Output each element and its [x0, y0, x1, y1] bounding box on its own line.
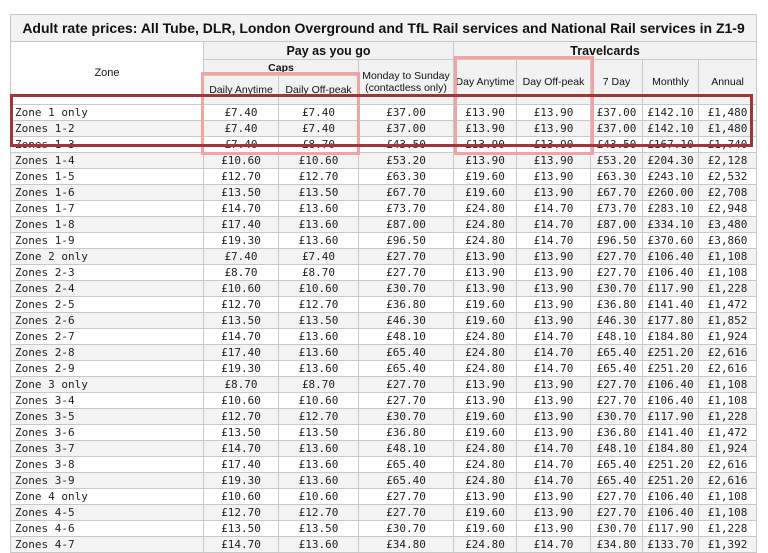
monthly-cell: £117.90	[643, 409, 699, 425]
annual-cell: £1,480	[699, 105, 757, 121]
monthly-cell: £106.40	[643, 249, 699, 265]
table-row	[11, 409, 757, 425]
seven-day-cell: £36.80	[591, 297, 643, 313]
zone-cell: Zone 2 only	[11, 249, 204, 265]
monthly-cell: £142.10	[643, 105, 699, 121]
seven-day-cell: £65.40	[591, 473, 643, 489]
annual-cell: £3,860	[699, 233, 757, 249]
table-title: Adult rate prices: All Tube, DLR, London Overground and TfL Rail services and National Rail services in Z1-9	[11, 15, 757, 42]
seven-day-cell: £65.40	[591, 361, 643, 377]
table-row	[11, 137, 757, 153]
mon-sun-cell: £37.00	[359, 105, 454, 121]
monthly-cell: £283.10	[643, 201, 699, 217]
table-row	[11, 249, 757, 265]
daily-offpeak-cell: £7.40	[279, 121, 359, 137]
zone-column-header: Zone	[11, 42, 204, 105]
caps-subheader: Caps	[204, 60, 359, 76]
mon-sun-cell: £46.30	[359, 313, 454, 329]
daily-offpeak-cell: £13.60	[279, 217, 359, 233]
annual-cell: £2,948	[699, 201, 757, 217]
table-row	[11, 265, 757, 281]
day-anytime-cell: £24.80	[454, 345, 517, 361]
annual-cell: £1,228	[699, 521, 757, 537]
monthly-cell: £251.20	[643, 457, 699, 473]
seven-day-cell: £27.70	[591, 249, 643, 265]
annual-cell: £1,472	[699, 425, 757, 441]
table-row	[11, 505, 757, 521]
table-row	[11, 345, 757, 361]
daily-offpeak-cell: £7.40	[279, 249, 359, 265]
daily-anytime-cell: £19.30	[204, 473, 279, 489]
daily-offpeak-cell: £13.60	[279, 201, 359, 217]
table-row	[11, 377, 757, 393]
day-offpeak-cell: £14.70	[517, 217, 591, 233]
daily-offpeak-cell: £10.60	[279, 489, 359, 505]
zone-cell: Zones 2-3	[11, 265, 204, 281]
seven-day-cell: £27.70	[591, 505, 643, 521]
daily-anytime-cell: £17.40	[204, 345, 279, 361]
daily-anytime-cell: £14.70	[204, 201, 279, 217]
daily-offpeak-cell: £7.40	[279, 105, 359, 121]
daily-anytime-cell: £13.50	[204, 313, 279, 329]
day-offpeak-cell: £14.70	[517, 345, 591, 361]
travelcards-group-header: Travelcards	[454, 42, 757, 60]
day-anytime-cell: £24.80	[454, 329, 517, 345]
daily-offpeak-cell: £13.50	[279, 313, 359, 329]
daily-offpeak-cell: £8.70	[279, 137, 359, 153]
daily-anytime-cell: £12.70	[204, 505, 279, 521]
monthly-cell: £177.80	[643, 313, 699, 329]
seven-day-cell: £27.70	[591, 265, 643, 281]
table-row	[11, 329, 757, 345]
seven-day-cell: £87.00	[591, 217, 643, 233]
mon-sun-column-header: Monday to Sunday (contactless only)	[359, 60, 454, 105]
day-anytime-cell: £19.60	[454, 313, 517, 329]
fare-table	[10, 14, 757, 553]
annual-cell: £1,108	[699, 505, 757, 521]
seven-day-cell: £27.70	[591, 393, 643, 409]
day-anytime-cell: £24.80	[454, 537, 517, 553]
day-anytime-cell: £19.60	[454, 505, 517, 521]
annual-cell: £1,108	[699, 393, 757, 409]
daily-anytime-cell: £19.30	[204, 233, 279, 249]
day-offpeak-cell: £13.90	[517, 297, 591, 313]
daily-anytime-column-header: Daily Anytime	[204, 76, 279, 105]
day-anytime-cell: £13.90	[454, 393, 517, 409]
monthly-cell: £142.10	[643, 121, 699, 137]
table-row	[11, 521, 757, 537]
annual-cell: £2,708	[699, 185, 757, 201]
day-anytime-cell: £24.80	[454, 217, 517, 233]
zone-cell: Zones 1-3	[11, 137, 204, 153]
monthly-cell: £133.70	[643, 537, 699, 553]
day-offpeak-cell: £13.90	[517, 153, 591, 169]
monthly-cell: £370.60	[643, 233, 699, 249]
seven-day-cell: £36.80	[591, 425, 643, 441]
table-row	[11, 233, 757, 249]
annual-cell: £3,480	[699, 217, 757, 233]
mon-sun-cell: £48.10	[359, 329, 454, 345]
day-offpeak-cell: £14.70	[517, 441, 591, 457]
zone-cell: Zones 1-7	[11, 201, 204, 217]
day-anytime-cell: £24.80	[454, 441, 517, 457]
seven-day-cell: £30.70	[591, 521, 643, 537]
day-offpeak-cell: £13.90	[517, 105, 591, 121]
annual-cell: £1,392	[699, 537, 757, 553]
zone-cell: Zones 2-7	[11, 329, 204, 345]
daily-offpeak-cell: £12.70	[279, 409, 359, 425]
daily-anytime-cell: £13.50	[204, 521, 279, 537]
daily-anytime-cell: £12.70	[204, 169, 279, 185]
seven-day-cell: £63.30	[591, 169, 643, 185]
seven-day-cell: £43.50	[591, 137, 643, 153]
daily-anytime-cell: £17.40	[204, 457, 279, 473]
seven-day-cell: £53.20	[591, 153, 643, 169]
annual-column-header: Annual	[699, 60, 757, 105]
daily-offpeak-cell: £13.60	[279, 329, 359, 345]
annual-cell: £1,924	[699, 329, 757, 345]
monthly-cell: £141.40	[643, 297, 699, 313]
daily-anytime-cell: £14.70	[204, 329, 279, 345]
day-offpeak-cell: £13.90	[517, 425, 591, 441]
table-row	[11, 393, 757, 409]
day-anytime-cell: £19.60	[454, 409, 517, 425]
day-offpeak-cell: £13.90	[517, 521, 591, 537]
annual-cell: £2,532	[699, 169, 757, 185]
table-row	[11, 297, 757, 313]
table-header	[11, 15, 757, 105]
mon-sun-cell: £53.20	[359, 153, 454, 169]
day-offpeak-cell: £14.70	[517, 233, 591, 249]
monthly-cell: £204.30	[643, 153, 699, 169]
day-offpeak-cell: £13.90	[517, 377, 591, 393]
seven-day-cell: £48.10	[591, 329, 643, 345]
mon-sun-cell: £65.40	[359, 361, 454, 377]
day-offpeak-cell: £13.90	[517, 489, 591, 505]
day-anytime-cell: £13.90	[454, 153, 517, 169]
annual-cell: £2,128	[699, 153, 757, 169]
mon-sun-cell: £65.40	[359, 473, 454, 489]
monthly-cell: £184.80	[643, 441, 699, 457]
day-anytime-cell: £19.60	[454, 169, 517, 185]
table-row	[11, 537, 757, 553]
mon-sun-cell: £27.70	[359, 377, 454, 393]
daily-offpeak-cell: £13.60	[279, 457, 359, 473]
monthly-cell: £184.80	[643, 329, 699, 345]
day-offpeak-cell: £13.90	[517, 313, 591, 329]
daily-anytime-cell: £10.60	[204, 393, 279, 409]
day-offpeak-cell: £14.70	[517, 201, 591, 217]
monthly-cell: £167.10	[643, 137, 699, 153]
daily-anytime-cell: £8.70	[204, 265, 279, 281]
zone-cell: Zones 4-5	[11, 505, 204, 521]
annual-cell: £2,616	[699, 361, 757, 377]
daily-offpeak-cell: £13.50	[279, 185, 359, 201]
daily-anytime-cell: £7.40	[204, 249, 279, 265]
zone-cell: Zones 3-9	[11, 473, 204, 489]
table-row	[11, 105, 757, 121]
annual-cell: £1,480	[699, 121, 757, 137]
table-row	[11, 457, 757, 473]
table-row	[11, 425, 757, 441]
annual-cell: £1,852	[699, 313, 757, 329]
daily-offpeak-cell: £13.60	[279, 441, 359, 457]
day-anytime-cell: £13.90	[454, 377, 517, 393]
payg-group-header: Pay as you go	[204, 42, 454, 60]
daily-anytime-cell: £13.50	[204, 185, 279, 201]
table-row	[11, 281, 757, 297]
daily-anytime-cell: £8.70	[204, 377, 279, 393]
table-row	[11, 121, 757, 137]
day-anytime-cell: £24.80	[454, 201, 517, 217]
daily-offpeak-cell: £13.60	[279, 473, 359, 489]
seven-day-cell: £30.70	[591, 281, 643, 297]
annual-cell: £1,740	[699, 137, 757, 153]
monthly-cell: £106.40	[643, 265, 699, 281]
day-offpeak-cell: £13.90	[517, 185, 591, 201]
zone-cell: Zones 2-6	[11, 313, 204, 329]
day-anytime-cell: £13.90	[454, 265, 517, 281]
day-offpeak-cell: £13.90	[517, 265, 591, 281]
daily-offpeak-cell: £12.70	[279, 505, 359, 521]
zone-cell: Zones 2-5	[11, 297, 204, 313]
daily-offpeak-cell: £8.70	[279, 265, 359, 281]
monthly-cell: £106.40	[643, 393, 699, 409]
daily-offpeak-cell: £13.60	[279, 345, 359, 361]
zone-cell: Zones 4-7	[11, 537, 204, 553]
mon-sun-cell: £48.10	[359, 441, 454, 457]
zone-cell: Zones 3-7	[11, 441, 204, 457]
mon-sun-cell: £67.70	[359, 185, 454, 201]
day-anytime-column-header: Day Anytime	[454, 60, 517, 105]
mon-sun-cell: £43.50	[359, 137, 454, 153]
table-row	[11, 217, 757, 233]
day-anytime-cell: £24.80	[454, 233, 517, 249]
daily-offpeak-cell: £10.60	[279, 281, 359, 297]
table-row	[11, 313, 757, 329]
zone-cell: Zones 1-4	[11, 153, 204, 169]
daily-offpeak-cell: £12.70	[279, 169, 359, 185]
table-row	[11, 441, 757, 457]
daily-anytime-cell: £12.70	[204, 409, 279, 425]
annual-cell: £1,924	[699, 441, 757, 457]
monthly-cell: £251.20	[643, 473, 699, 489]
seven-day-cell: £96.50	[591, 233, 643, 249]
daily-offpeak-cell: £8.70	[279, 377, 359, 393]
day-offpeak-cell: £14.70	[517, 361, 591, 377]
day-anytime-cell: £19.60	[454, 297, 517, 313]
daily-offpeak-cell: £10.60	[279, 393, 359, 409]
monthly-cell: £251.20	[643, 361, 699, 377]
day-anytime-cell: £19.60	[454, 521, 517, 537]
zone-cell: Zones 3-6	[11, 425, 204, 441]
annual-cell: £2,616	[699, 345, 757, 361]
fare-table-container	[10, 14, 756, 553]
annual-cell: £1,108	[699, 377, 757, 393]
annual-cell: £1,228	[699, 409, 757, 425]
monthly-column-header: Monthly	[643, 60, 699, 105]
day-offpeak-cell: £14.70	[517, 537, 591, 553]
daily-offpeak-cell: £13.60	[279, 537, 359, 553]
zone-cell: Zones 4-6	[11, 521, 204, 537]
zone-cell: Zones 1-8	[11, 217, 204, 233]
table-row	[11, 153, 757, 169]
daily-anytime-cell: £10.60	[204, 281, 279, 297]
daily-anytime-cell: £12.70	[204, 297, 279, 313]
zone-cell: Zones 2-9	[11, 361, 204, 377]
daily-offpeak-cell: £13.60	[279, 233, 359, 249]
zone-cell: Zones 2-8	[11, 345, 204, 361]
day-offpeak-cell: £13.90	[517, 121, 591, 137]
zone-cell: Zone 3 only	[11, 377, 204, 393]
mon-sun-cell: £27.70	[359, 489, 454, 505]
mon-sun-cell: £36.80	[359, 297, 454, 313]
zone-cell: Zones 1-6	[11, 185, 204, 201]
monthly-cell: £334.10	[643, 217, 699, 233]
table-row	[11, 201, 757, 217]
seven-day-cell: £48.10	[591, 441, 643, 457]
day-offpeak-cell: £13.90	[517, 137, 591, 153]
day-offpeak-cell: £13.90	[517, 505, 591, 521]
day-anytime-cell: £13.90	[454, 137, 517, 153]
table-row	[11, 473, 757, 489]
monthly-cell: £260.00	[643, 185, 699, 201]
day-anytime-cell: £19.60	[454, 185, 517, 201]
mon-sun-cell: £27.70	[359, 249, 454, 265]
day-offpeak-cell: £14.70	[517, 457, 591, 473]
table-row	[11, 185, 757, 201]
annual-cell: £1,108	[699, 249, 757, 265]
monthly-cell: £106.40	[643, 505, 699, 521]
day-anytime-cell: £13.90	[454, 249, 517, 265]
annual-cell: £1,228	[699, 281, 757, 297]
day-anytime-cell: £24.80	[454, 457, 517, 473]
seven-day-cell: £27.70	[591, 489, 643, 505]
seven-day-cell: £30.70	[591, 409, 643, 425]
daily-anytime-cell: £13.50	[204, 425, 279, 441]
day-offpeak-cell: £14.70	[517, 329, 591, 345]
daily-anytime-cell: £7.40	[204, 121, 279, 137]
day-anytime-cell: £13.90	[454, 281, 517, 297]
daily-offpeak-column-header: Daily Off-peak	[279, 76, 359, 105]
annual-cell: £1,472	[699, 297, 757, 313]
day-offpeak-cell: £13.90	[517, 169, 591, 185]
daily-anytime-cell: £14.70	[204, 441, 279, 457]
daily-offpeak-cell: £13.50	[279, 425, 359, 441]
day-anytime-cell: £13.90	[454, 489, 517, 505]
mon-sun-cell: £87.00	[359, 217, 454, 233]
zone-cell: Zones 3-5	[11, 409, 204, 425]
monthly-cell: £106.40	[643, 377, 699, 393]
table-row	[11, 361, 757, 377]
seven-day-cell: £65.40	[591, 345, 643, 361]
day-offpeak-cell: £13.90	[517, 281, 591, 297]
monthly-cell: £117.90	[643, 281, 699, 297]
monthly-cell: £117.90	[643, 521, 699, 537]
daily-anytime-cell: £17.40	[204, 217, 279, 233]
seven-day-column-header: 7 Day	[591, 60, 643, 105]
monthly-cell: £243.10	[643, 169, 699, 185]
monthly-cell: £251.20	[643, 345, 699, 361]
day-offpeak-column-header: Day Off-peak	[517, 60, 591, 105]
zone-cell: Zones 3-4	[11, 393, 204, 409]
mon-sun-cell: £27.70	[359, 265, 454, 281]
zone-cell: Zones 2-4	[11, 281, 204, 297]
zone-cell: Zones 1-9	[11, 233, 204, 249]
mon-sun-cell: £36.80	[359, 425, 454, 441]
daily-offpeak-cell: £13.60	[279, 361, 359, 377]
mon-sun-cell: £34.80	[359, 537, 454, 553]
annual-cell: £1,108	[699, 489, 757, 505]
annual-cell: £1,108	[699, 265, 757, 281]
seven-day-cell: £73.70	[591, 201, 643, 217]
mon-sun-cell: £37.00	[359, 121, 454, 137]
mon-sun-cell: £65.40	[359, 345, 454, 361]
seven-day-cell: £27.70	[591, 377, 643, 393]
zone-cell: Zone 4 only	[11, 489, 204, 505]
seven-day-cell: £46.30	[591, 313, 643, 329]
mon-sun-cell: £63.30	[359, 169, 454, 185]
table-row	[11, 489, 757, 505]
table-row	[11, 169, 757, 185]
zone-cell: Zones 3-8	[11, 457, 204, 473]
monthly-cell: £106.40	[643, 489, 699, 505]
daily-anytime-cell: £7.40	[204, 105, 279, 121]
day-anytime-cell: £24.80	[454, 473, 517, 489]
annual-cell: £2,616	[699, 473, 757, 489]
zone-cell: Zones 1-2	[11, 121, 204, 137]
daily-anytime-cell: £10.60	[204, 153, 279, 169]
mon-sun-cell: £30.70	[359, 521, 454, 537]
day-anytime-cell: £13.90	[454, 105, 517, 121]
seven-day-cell: £37.00	[591, 121, 643, 137]
seven-day-cell: £65.40	[591, 457, 643, 473]
day-offpeak-cell: £13.90	[517, 409, 591, 425]
mon-sun-cell: £30.70	[359, 281, 454, 297]
seven-day-cell: £67.70	[591, 185, 643, 201]
daily-offpeak-cell: £12.70	[279, 297, 359, 313]
daily-offpeak-cell: £10.60	[279, 153, 359, 169]
daily-anytime-cell: £14.70	[204, 537, 279, 553]
mon-sun-cell: £65.40	[359, 457, 454, 473]
mon-sun-cell: £30.70	[359, 409, 454, 425]
daily-anytime-cell: £7.40	[204, 137, 279, 153]
daily-anytime-cell: £10.60	[204, 489, 279, 505]
seven-day-cell: £37.00	[591, 105, 643, 121]
day-anytime-cell: £19.60	[454, 425, 517, 441]
day-offpeak-cell: £14.70	[517, 473, 591, 489]
annual-cell: £2,616	[699, 457, 757, 473]
day-anytime-cell: £13.90	[454, 121, 517, 137]
table-body	[11, 105, 757, 553]
mon-sun-cell: £73.70	[359, 201, 454, 217]
daily-offpeak-cell: £13.50	[279, 521, 359, 537]
seven-day-cell: £34.80	[591, 537, 643, 553]
day-offpeak-cell: £13.90	[517, 249, 591, 265]
day-anytime-cell: £24.80	[454, 361, 517, 377]
daily-anytime-cell: £19.30	[204, 361, 279, 377]
mon-sun-cell: £96.50	[359, 233, 454, 249]
mon-sun-cell: £27.70	[359, 505, 454, 521]
mon-sun-cell: £27.70	[359, 393, 454, 409]
zone-cell: Zones 1-5	[11, 169, 204, 185]
monthly-cell: £141.40	[643, 425, 699, 441]
day-offpeak-cell: £13.90	[517, 393, 591, 409]
zone-cell: Zone 1 only	[11, 105, 204, 121]
